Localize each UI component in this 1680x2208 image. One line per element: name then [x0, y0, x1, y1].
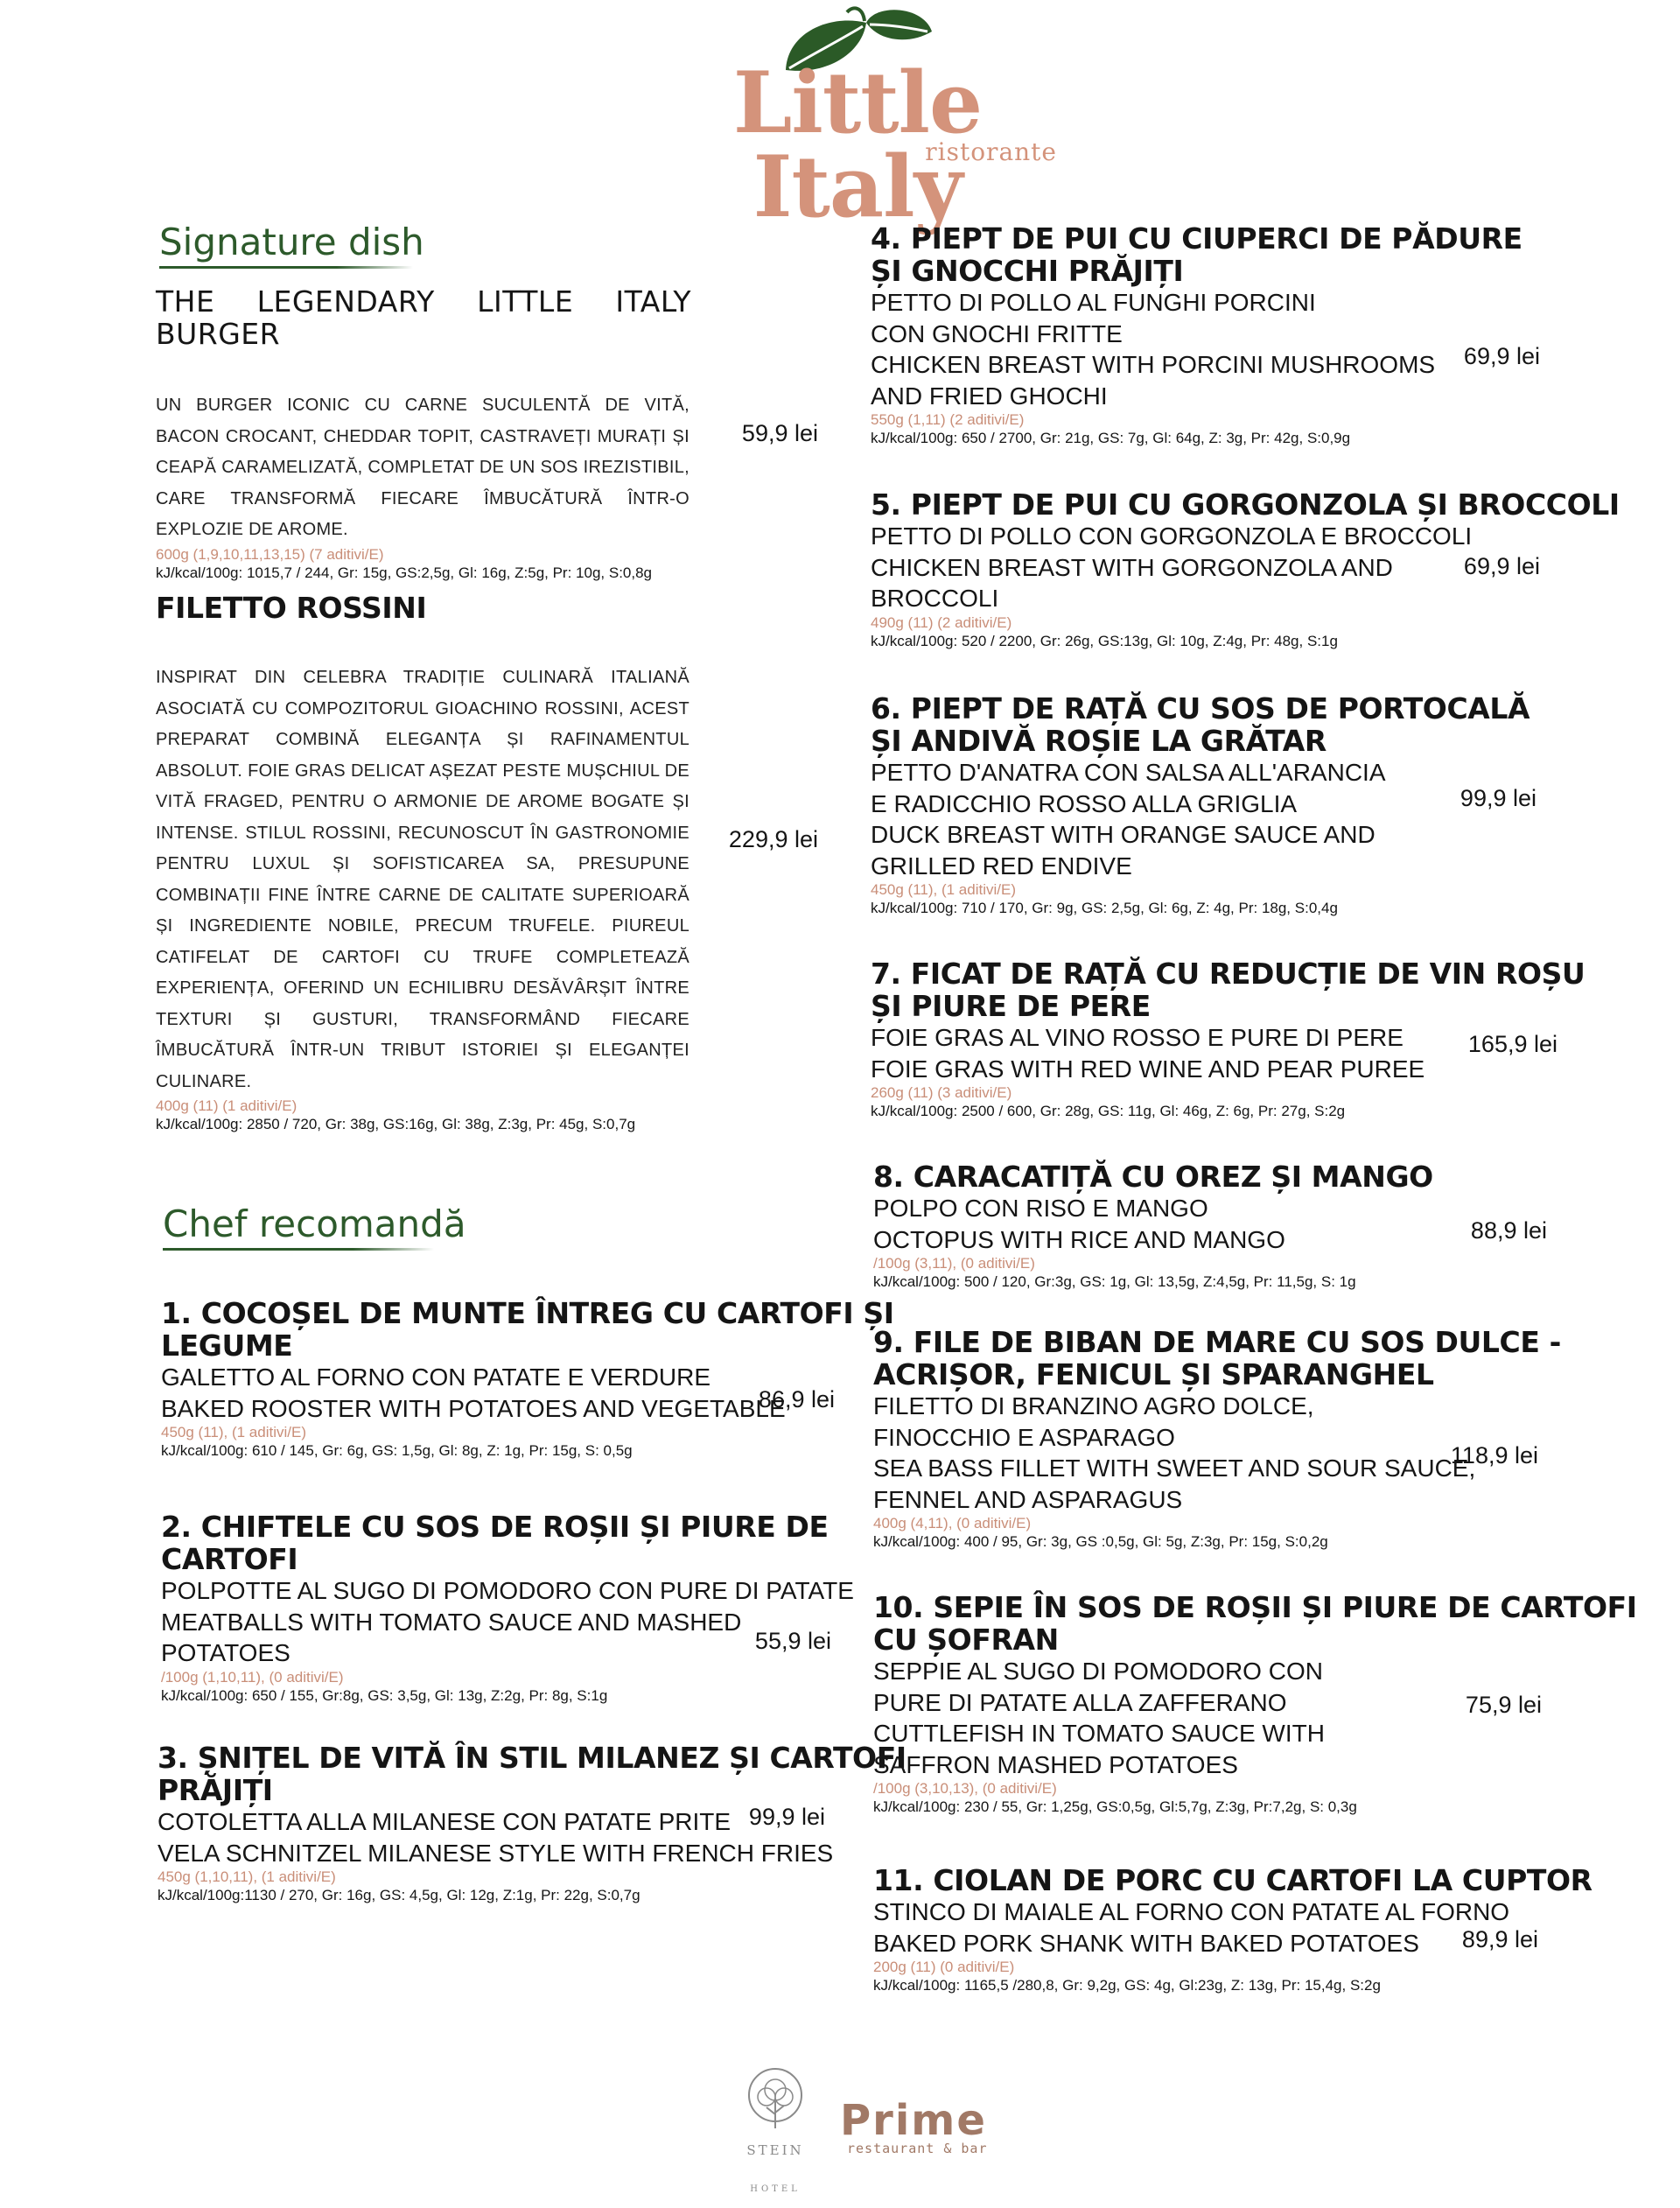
- dish-weight: 600g (1,9,10,11,13,15) (7 aditivi/E): [156, 545, 384, 563]
- dish-weight: /100g (3,11), (0 aditivi/E): [873, 1255, 1035, 1272]
- dish-title-line2: ȘI PIURE DE PERE: [871, 989, 1151, 1023]
- dish-title-line2: BURGER: [156, 317, 281, 351]
- dish-price: 86,9 lei: [758, 1386, 835, 1412]
- dish-line: BROCCOLI: [871, 585, 999, 612]
- dish-line: DUCK BREAST WITH ORANGE SAUCE AND: [871, 821, 1376, 848]
- dish-nutrition: kJ/kcal/100g: 610 / 145, Gr: 6g, GS: 1,5g, Gl: 8g, Z: 1g, Pr: 15g, S: 0,5g: [161, 1442, 633, 1459]
- dish-nutrition: kJ/kcal/100g: 520 / 2200, Gr: 26g, GS:13g, Gl: 10g, Z:4g, Pr: 48g, S:1g: [871, 632, 1338, 649]
- dish-line: E RADICCHIO ROSSO ALLA GRIGLIA: [871, 789, 1298, 817]
- dish-line: COTOLETTA ALLA MILANESE CON PATATE PRITE: [158, 1808, 732, 1835]
- stein-label: STEIN: [746, 2142, 804, 2158]
- dish-line: POLPOTTE AL SUGO DI POMODORO CON PURE DI PATATE: [161, 1577, 854, 1604]
- dish-nutrition: kJ/kcal/100g: 400 / 95, Gr: 3g, GS :0,5g, Gl: 5g, Z:3g, Pr: 15g, S:0,2g: [873, 1533, 1328, 1550]
- dish-title: 2. CHIFTELE CU SOS DE ROȘII ȘI PIURE DE: [161, 1510, 829, 1544]
- dish-weight: /100g (3,10,13), (0 aditivi/E): [873, 1780, 1057, 1797]
- dish-weight: 450g (1,10,11), (1 aditivi/E): [158, 1868, 336, 1885]
- dish-line: BAKED ROOSTER WITH POTATOES AND VEGETABLE: [161, 1394, 786, 1422]
- dish-weight: 400g (11) (1 aditivi/E): [156, 1097, 298, 1114]
- dish-title-line2: CARTOFI: [161, 1542, 298, 1576]
- dish-weight: 200g (11) (0 aditivi/E): [873, 1959, 1015, 1975]
- signature-dish-rossini: [156, 592, 690, 1134]
- dish-nutrition: kJ/kcal/100g: 650 / 155, Gr:8g, GS: 3,5g, Gl: 13g, Z:2g, Pr: 8g, S:1g: [161, 1686, 608, 1704]
- dish-line: SEA BASS FILLET WITH SWEET AND SOUR SAUCE,: [873, 1454, 1476, 1482]
- dish-line: POTATOES: [161, 1639, 290, 1666]
- dish-weight: /100g (1,10,11), (0 aditivi/E): [161, 1668, 344, 1686]
- dish-weight: 260g (11) (3 aditivi/E): [871, 1084, 1012, 1101]
- dish-nutrition: kJ/kcal/100g: 1015,7 / 244, Gr: 15g, GS:2,5g, Gl: 16g, Z:5g, Pr: 10g, S:0,8g: [156, 564, 653, 581]
- dish-line: PURE DI PATATE ALLA ZAFFERANO: [873, 1688, 1287, 1716]
- dish-line: PETTO DI POLLO AL FUNGHI PORCINI: [871, 289, 1316, 316]
- stein-tree-logo-icon: [746, 2065, 805, 2141]
- dish-weight: 450g (11), (1 aditivi/E): [161, 1424, 306, 1440]
- dish-line: CON GNOCHI FRITTE: [871, 319, 1123, 347]
- chef-underline: [163, 1248, 434, 1251]
- dish-title: 1. COCOȘEL DE MUNTE ÎNTREG CU CARTOFI ȘI: [161, 1296, 894, 1330]
- dish-nutrition: kJ/kcal/100g: 2500 / 600, Gr: 28g, GS: 11g, Gl: 46g, Z: 6g, Pr: 27g, S:2g: [871, 1103, 1346, 1119]
- dish-price: 99,9 lei: [1460, 785, 1536, 811]
- logo-title: Little Italy: [732, 53, 983, 236]
- dish-nutrition: kJ/kcal/100g: 1165,5 /280,8, Gr: 9,2g, GS: 4g, Gl:23g, Z: 13g, Pr: 15,4g, S:2g: [873, 1977, 1381, 1994]
- dish-weight: 550g (1,11) (2 aditivi/E): [871, 411, 1025, 428]
- menu-item-8: [873, 1160, 1433, 1292]
- dish-title: 8. CARACATIȚĂ CU OREZ ȘI MANGO: [873, 1160, 1433, 1194]
- prime-logo-subtitle: restaurant & bar: [847, 2141, 988, 2156]
- dish-line: PETTO DI POLLO CON GORGONZOLA E BROCCOLI: [871, 522, 1473, 550]
- dish-title: 11. CIOLAN DE PORC CU CARTOFI LA CUPTOR: [873, 1863, 1592, 1897]
- dish-line: SAFFRON MASHED POTATOES: [873, 1750, 1238, 1778]
- dish-line: FENNEL AND ASPARAGUS: [873, 1485, 1183, 1513]
- dish-nutrition: kJ/kcal/100g: 500 / 120, Gr:3g, GS: 1g, Gl: 13,5g, Z:4,5g, Pr: 11,5g, S: 1g: [873, 1273, 1356, 1290]
- dish-nutrition: kJ/kcal/100g: 230 / 55, Gr: 1,25g, GS:0,5g, Gl:5,7g, Z:3g, Pr:7,2g, S: 0,3g: [873, 1798, 1357, 1815]
- dish-title-line2: LEGUME: [161, 1328, 293, 1363]
- dish-price: 89,9 lei: [1461, 1926, 1538, 1952]
- signature-dish-burger: [156, 285, 691, 583]
- dish-title-line2: PRĂJIȚI: [158, 1773, 273, 1807]
- dish-title: THE LEGENDARY LITTLE ITALY: [156, 284, 691, 319]
- dish-line: STINCO DI MAIALE AL FORNO CON PATATE AL FORNO: [873, 1898, 1510, 1925]
- dish-title-line2: ȘI ANDIVĂ ROȘIE LA GRĂTAR: [871, 724, 1326, 758]
- dish-line: FINOCCHIO E ASPARAGO: [873, 1423, 1175, 1451]
- dish-price: 69,9 lei: [1463, 343, 1540, 369]
- signature-heading: Signature dish: [159, 221, 424, 263]
- menu-item-4: [871, 222, 1522, 448]
- dish-title-line2: ACRIȘOR, FENICUL ȘI SPARANGHEL: [873, 1357, 1434, 1391]
- dish-line: GRILLED RED ENDIVE: [871, 852, 1132, 880]
- dish-title: 9. FILE DE BIBAN DE MARE CU SOS DULCE -: [873, 1325, 1561, 1359]
- dish-price: 75,9 lei: [1465, 1692, 1542, 1718]
- dish-nutrition: kJ/kcal/100g: 650 / 2700, Gr: 21g, GS: 7g, Gl: 64g, Z: 3g, Pr: 42g, S:0,9g: [871, 430, 1351, 446]
- dish-weight: 450g (11), (1 aditivi/E): [871, 881, 1016, 898]
- dish-price: 99,9 lei: [748, 1804, 825, 1830]
- prime-logo-title: Prime: [840, 2096, 987, 2145]
- dish-nutrition: kJ/kcal/100g:1130 / 270, Gr: 16g, GS: 4,5g, Gl: 12g, Z:1g, Pr: 22g, S:0,7g: [158, 1887, 640, 1903]
- menu-item-9: [873, 1326, 1561, 1552]
- dish-title: 3. ȘNIȚEL DE VITĂ ÎN STIL MILANEZ ȘI CARTOFI: [158, 1741, 906, 1775]
- dish-title: 7. FICAT DE RAȚĂ CU REDUCȚIE DE VIN ROȘU: [871, 957, 1586, 991]
- dish-nutrition: kJ/kcal/100g: 710 / 170, Gr: 9g, GS: 2,5g, Gl: 6g, Z: 4g, Pr: 18g, S:0,4g: [871, 900, 1338, 916]
- dish-price: 59,9 lei: [741, 420, 818, 446]
- dish-title: FILETTO ROSSINI: [156, 591, 427, 625]
- dish-price: 165,9 lei: [1467, 1031, 1558, 1057]
- dish-line: BAKED PORK SHANK WITH BAKED POTATOES: [873, 1929, 1419, 1957]
- dish-line: CHICKEN BREAST WITH PORCINI MUSHROOMS: [871, 351, 1436, 378]
- dish-title: 5. PIEPT DE PUI CU GORGONZOLA ȘI BROCCOLI: [871, 487, 1620, 522]
- menu-item-2: [161, 1511, 854, 1706]
- dish-title: 6. PIEPT DE RAȚĂ CU SOS DE PORTOCALĂ: [871, 691, 1530, 725]
- menu-item-1: [161, 1297, 894, 1461]
- dish-line: CHICKEN BREAST WITH GORGONZOLA AND: [871, 553, 1393, 581]
- signature-underline: [159, 266, 413, 269]
- dish-line: FOIE GRAS WITH RED WINE AND PEAR PUREE: [871, 1055, 1425, 1083]
- dish-description: INSPIRAT DIN CELEBRA TRADIȚIE CULINARĂ ITALIANĂ ASOCIATĂ CU COMPOZITORUL GIOACHINO ROSSINI, ACEST PREPARAT COMBINĂ ELEGANȚA ȘI RAFINAMENTUL ABSOLUT. FOIE GRAS DELICAT AȘEZAT PESTE MUȘCHIUL DE VITĂ FRAGED, PENTRU O ARMONIE DE AROME BOGATE ȘI INTENSE. STILUL ROSSINI, RECUNOSCUT ÎN GASTRONOMIE PENTRU LUXUL ȘI SOFISTICAREA SA, PRESUPUNE COMBINAȚII FINE ÎNTRE CARNE DE CALITATE SUPERIOARĂ ȘI INGREDIENTE NOBILE, PRECUM TRUFELE. PIUREUL CATIFELAT DE CARTOFI CU TRUFE COMPLETEAZĂ EXPERIENȚA, OFERIND UN ECHILIBRU DESĂVÂRȘIT ÎNTRE TEXTURI ȘI GUSTURI, TRANSFORMÂND FIECARE ÎMBUCĂTURĂ ÎNTR-UN TRIBUT ISTORIEI ȘI ELEGANȚEI CULINARE.: [156, 668, 690, 1091]
- dish-line: SEPPIE AL SUGO DI POMODORO CON: [873, 1658, 1323, 1685]
- dish-line: FOIE GRAS AL VINO ROSSO E PURE DI PERE: [871, 1024, 1404, 1051]
- logo-subtitle: ristorante: [925, 137, 1057, 166]
- hotel-label: HOTEL: [750, 2184, 801, 2194]
- chef-heading: Chef recomandă: [163, 1202, 466, 1245]
- dish-line: CUTTLEFISH IN TOMATO SAUCE WITH: [873, 1720, 1325, 1747]
- dish-price: 88,9 lei: [1470, 1217, 1547, 1244]
- dish-title: 4. PIEPT DE PUI CU CIUPERCI DE PĂDURE: [871, 221, 1522, 256]
- dish-line: AND FRIED GHOCHI: [871, 382, 1108, 410]
- dish-line: OCTOPUS WITH RICE AND MANGO: [873, 1225, 1285, 1253]
- dish-nutrition: kJ/kcal/100g: 2850 / 720, Gr: 38g, GS:16g, Gl: 38g, Z:3g, Pr: 45g, S:0,7g: [156, 1116, 636, 1132]
- dish-price: 118,9 lei: [1450, 1442, 1538, 1468]
- dish-line: GALETTO AL FORNO CON PATATE E VERDURE: [161, 1363, 711, 1391]
- dish-line: FILETTO DI BRANZINO AGRO DOLCE,: [873, 1392, 1314, 1419]
- dish-price: 55,9 lei: [754, 1628, 831, 1654]
- dish-line: PETTO D'ANATRA CON SALSA ALL'ARANCIA: [871, 759, 1386, 786]
- dish-title-line2: ȘI GNOCCHI PRĂJIȚI: [871, 254, 1184, 288]
- dish-price: 229,9 lei: [728, 826, 818, 852]
- dish-weight: 400g (4,11), (0 aditivi/E): [873, 1515, 1032, 1532]
- dish-weight: 490g (11) (2 aditivi/E): [871, 613, 1012, 631]
- dish-price: 69,9 lei: [1463, 553, 1540, 579]
- dish-line: POLPO CON RISO E MANGO: [873, 1195, 1208, 1222]
- dish-line: MEATBALLS WITH TOMATO SAUCE AND MASHED: [161, 1608, 742, 1636]
- dish-line: VELA SCHNITZEL MILANESE STYLE WITH FRENCH FRIES: [158, 1839, 834, 1867]
- dish-title: 10. SEPIE ÎN SOS DE ROȘII ȘI PIURE DE CARTOFI: [873, 1590, 1637, 1624]
- dish-title-line2: CU ȘOFRAN: [873, 1623, 1059, 1657]
- dish-description: UN BURGER ICONIC CU CARNE SUCULENTĂ DE VITĂ, BACON CROCANT, CHEDDAR TOPIT, CASTRAVEȚI MURAȚI ȘI CEAPĂ CARAMELIZATĂ, COMPLETAT DE UN SOS IREZISTIBIL, CARE TRANSFORMĂ FIECARE ÎMBUCĂTURĂ ÎNTR-O EXPLOZIE DE AROME.: [156, 396, 690, 539]
